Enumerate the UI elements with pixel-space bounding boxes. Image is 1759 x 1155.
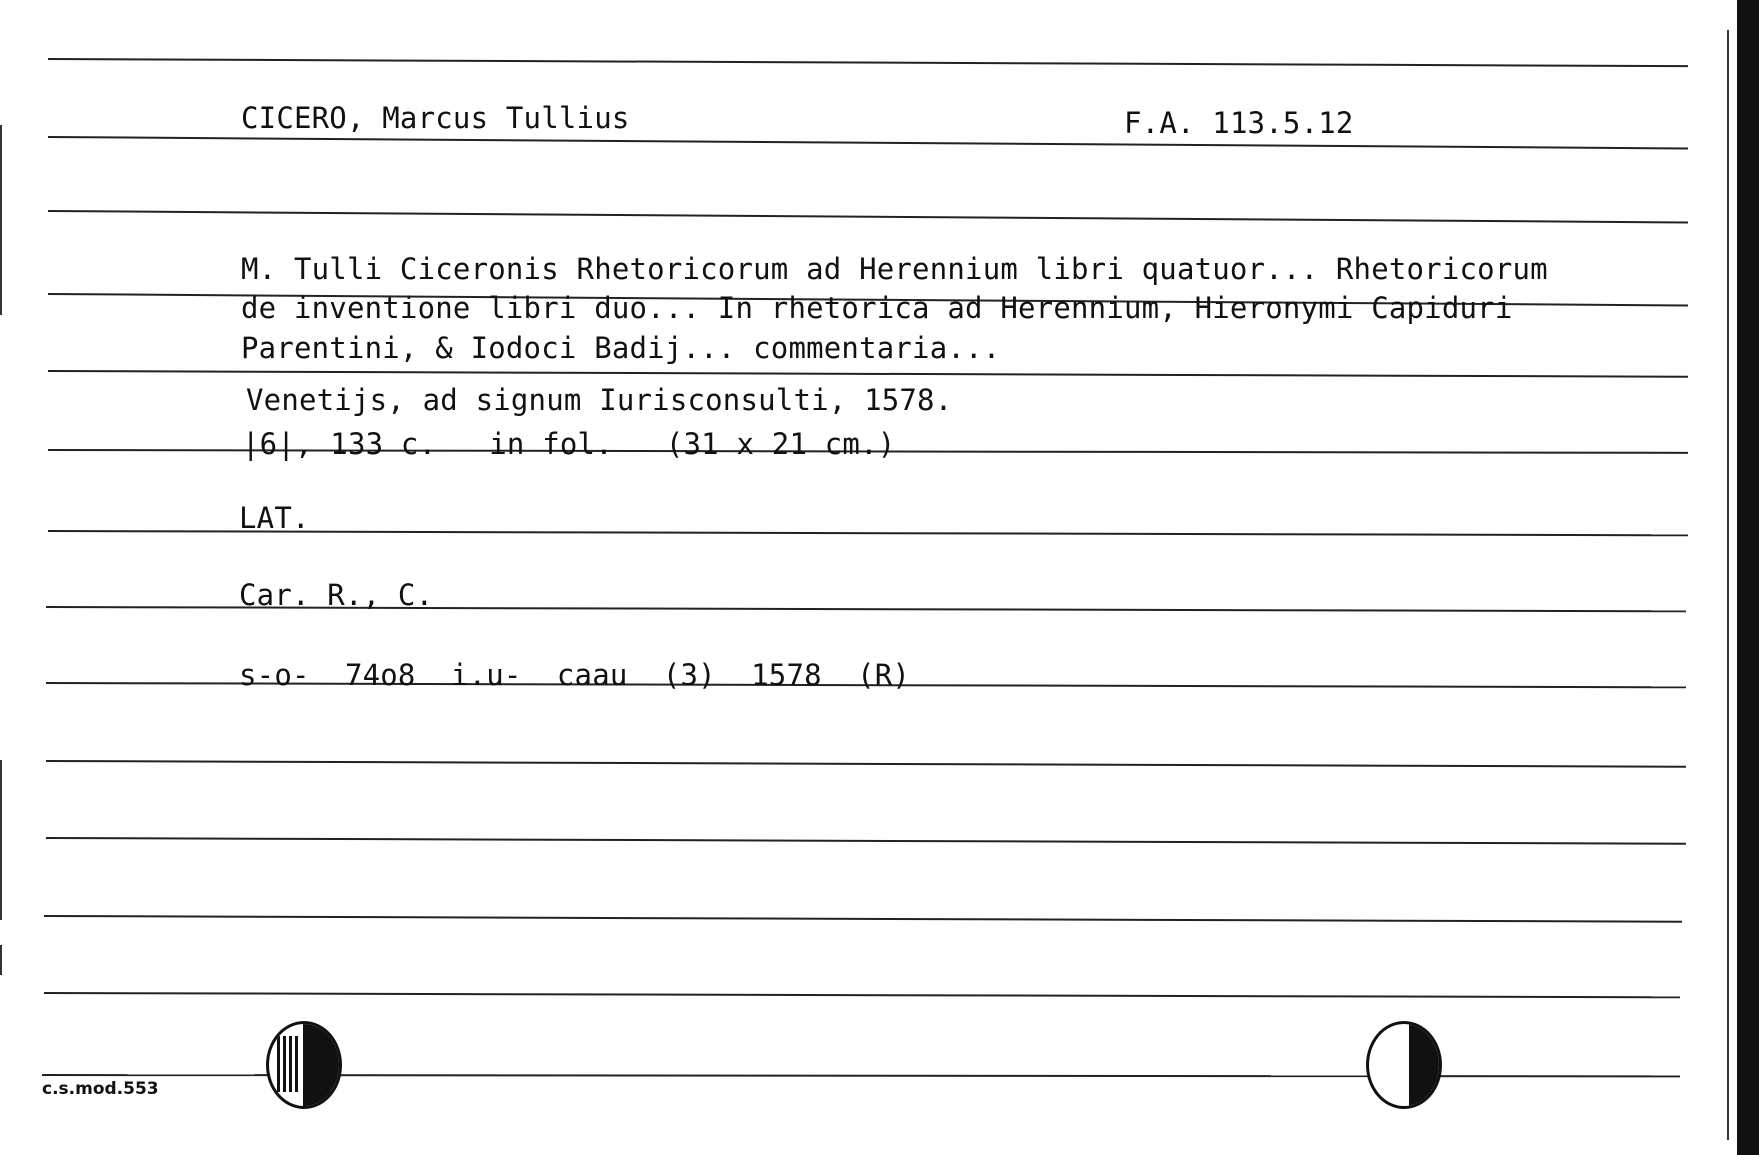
author-heading: CICERO, Marcus Tullius: [241, 101, 630, 135]
imprint: Venetijs, ad signum Iurisconsulti, 1578.: [246, 383, 953, 417]
title-line-3: Parentini, & Iodoci Badij... commentaria...: [241, 331, 1001, 365]
left-edge-mark: [0, 125, 2, 315]
left-edge-mark: [0, 760, 2, 920]
ruled-line: [46, 837, 1686, 845]
ruled-line: [44, 915, 1682, 923]
ruled-line: [48, 210, 1688, 223]
punch-hole-left: [266, 1021, 342, 1109]
ruled-line: [46, 760, 1686, 768]
collation: |6|, 133 c. in fol. (31 x 21 cm.): [242, 427, 896, 461]
title-line-1: M. Tulli Ciceronis Rhetoricorum ad Herennium libri quatuor... Rhetoricorum: [241, 252, 1548, 286]
title-line-2: de inventione libri duo... In rhetorica ad Herennium, Hieronymi Capiduri: [241, 291, 1513, 325]
language: LAT.: [239, 501, 310, 535]
punch-hole-right: [1366, 1021, 1442, 1109]
notes: Car. R., C.: [239, 578, 434, 612]
ruled-line: [48, 370, 1688, 378]
card-edge-shadow: [1737, 0, 1759, 1155]
left-edge-mark: [0, 945, 2, 975]
ruled-line: [44, 992, 1680, 998]
form-id: c.s.mod.553: [42, 1079, 159, 1099]
fingerprint: s-o- 74o8 i.u- caau (3) 1578 (R): [239, 658, 911, 692]
ruled-line: [48, 136, 1688, 149]
shelfmark: F.A. 113.5.12: [1124, 106, 1354, 140]
card-edge-line: [1727, 30, 1729, 1140]
ruled-line: [48, 58, 1688, 67]
